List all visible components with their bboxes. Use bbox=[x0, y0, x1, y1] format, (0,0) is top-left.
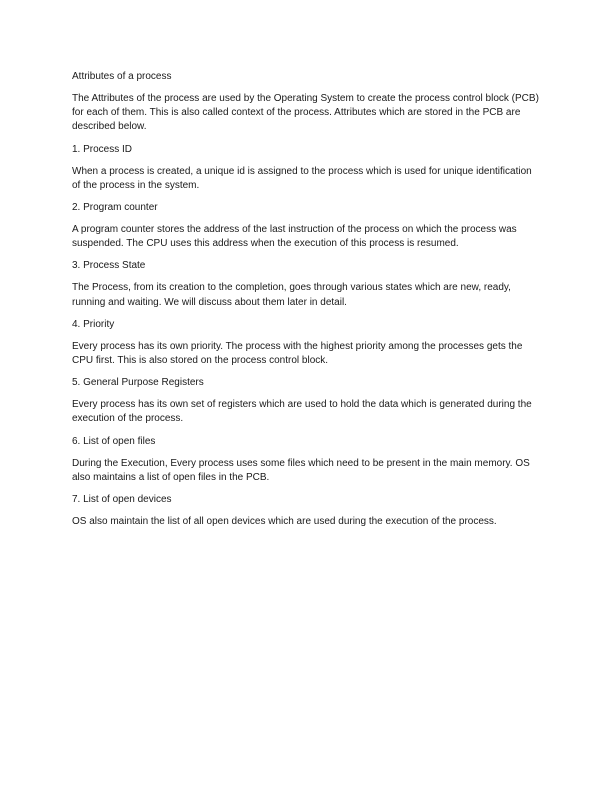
section-body: When a process is created, a unique id is assigned to the process which is used for unique identification of the process in the system. bbox=[72, 165, 532, 191]
section-body: The Process, from its creation to the completion, goes through various states which are new, ready, running and waiting. We will discuss about them later in detail. bbox=[72, 282, 511, 308]
section-heading: 6. List of open files bbox=[72, 435, 156, 447]
section-list-of-open-files bbox=[72, 435, 542, 485]
section-body: During the Execution, Every process uses some files which need to be present in the main memory. OS also maintains a list of open files in the PCB. bbox=[72, 457, 530, 483]
section-process-state bbox=[72, 259, 542, 309]
section-heading: 4. Priority bbox=[72, 318, 115, 330]
intro-paragraph: The Attributes of the process are used by the Operating System to create the process control block (PCB) for each of them. This is also called context of the process. Attributes which are stored in the PCB are described below. bbox=[72, 93, 539, 133]
section-program-counter bbox=[72, 201, 542, 251]
section-heading: 7. List of open devices bbox=[72, 494, 172, 506]
section-heading: 5. General Purpose Registers bbox=[72, 377, 204, 389]
section-heading: 1. Process ID bbox=[72, 143, 133, 155]
section-body: A program counter stores the address of the last instruction of the process on which the process was suspended. The CPU uses this address when the execution of this process is resumed. bbox=[72, 224, 517, 250]
document-title: Attributes of a process bbox=[72, 71, 172, 82]
section-body: Every process has its own set of registers which are used to hold the data which is generated during the execution of the process. bbox=[72, 399, 532, 425]
section-heading: 3. Process State bbox=[72, 260, 146, 272]
section-body: OS also maintain the list of all open devices which are used during the execution of the process. bbox=[72, 516, 497, 528]
section-priority bbox=[72, 318, 542, 368]
section-process-id bbox=[72, 143, 542, 193]
section-body: Every process has its own priority. The process with the highest priority among the processes gets the CPU first. This is also stored on the process control block. bbox=[72, 340, 523, 367]
section-general-purpose-registers bbox=[72, 376, 542, 426]
section-list-of-open-devices bbox=[72, 493, 542, 529]
section-heading: 2. Program counter bbox=[72, 202, 158, 214]
